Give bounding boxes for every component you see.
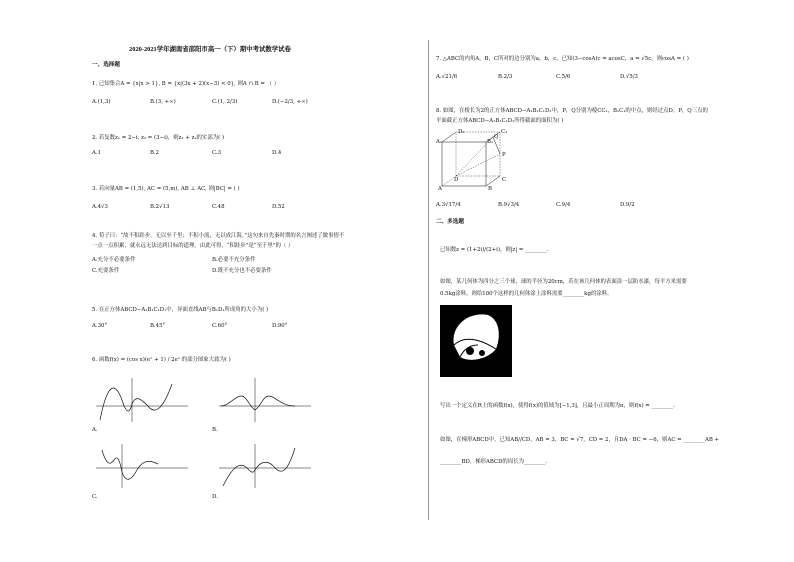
q1-stem: 1. 已知集合A = {x|x > 1}, B = {x|(3x + 2)(x−3) < 0}, 则A ∩ B = （ ） — [92, 81, 280, 87]
cube-label-q: Q — [494, 134, 499, 140]
three-quarter-sphere-image — [440, 305, 512, 377]
q2-option-a: A.1 — [92, 150, 102, 156]
q12-line2: ________BD，梯形ABCD的周长为________. — [440, 459, 548, 465]
section-multi-heading: 二、多选题 — [436, 219, 464, 225]
q9-stem: 已知数z = (1+2i)/(2+i)，则|z| = ________. — [440, 247, 549, 253]
q4-option-a: A.充分不必要条件 — [92, 257, 136, 263]
q7-option-c: C.5/6 — [556, 74, 571, 80]
q6-option-b: B. — [212, 427, 218, 433]
q7-option-d: D.√5/3 — [620, 74, 638, 80]
q7-stem: 7. △ABC的内角A，B，C所对的边分别为a，b，c，已知(3−cosA)c = acosC，a = √5c，则cosA = ( ) — [436, 56, 689, 62]
q5-option-b: B.45° — [150, 323, 166, 329]
q8-option-d: D.9/2 — [620, 202, 635, 208]
q7-option-b: B.2/3 — [498, 74, 513, 80]
q5-option-d: D.90° — [272, 323, 288, 329]
cube-label-a: A — [438, 186, 442, 192]
q8-option-b: B.9√3/4 — [498, 202, 520, 208]
q3-option-c: C.48 — [212, 204, 225, 210]
q4-line1: 4. 荀子曰：“故不积跬步，无以至千里；不积小流，无以成江海。”这句来自先秦时期的名言阐述了做事情不 — [92, 233, 345, 239]
column-divider — [428, 40, 429, 520]
q4-option-c: C.充要条件 — [92, 268, 120, 274]
q6-stem: 6. 函数f(x) = (cos x)(eˣ + 1) / 2eˣ 的部分图象大致为( ) — [92, 357, 231, 363]
cube-label-b: B — [488, 186, 492, 192]
q2-option-b: B.2 — [150, 150, 160, 156]
q5-option-a: A.30° — [92, 323, 108, 329]
q6-graph-b — [215, 374, 315, 424]
q1-option-b: B.(3, +∞) — [150, 99, 176, 105]
q1-option-d: D.(−2/3, +∞) — [272, 99, 308, 105]
q6-graph-d — [215, 440, 315, 490]
q6-option-a: A. — [92, 427, 98, 433]
q10-line1: 如图，某几何体为四分之三个球，球的半径为20cm，若在该几何体的表面涂一层防水漆，每平方米需要 — [440, 279, 687, 285]
q4-option-b: B.必要不充分条件 — [212, 257, 256, 263]
q8-line2: 平面截正方体ABCD−A₁B₁C₁D₁所得截面的面积为( ) — [436, 118, 564, 124]
q3-option-d: D.52 — [272, 204, 285, 210]
q10-line2: 0.5kg涂料，则给100个这样的几何体涂上涂料需要________kg的涂料。 — [440, 291, 613, 297]
q8-option-a: A.3√17/4 — [436, 202, 461, 208]
q4-option-d: D.既不充分也不必要条件 — [212, 268, 272, 274]
q8-option-c: C.9/4 — [556, 202, 571, 208]
q11-stem: 写出一个定义在R上的函数f(x)，使得f(x)的值域为[−1,3]，且最小正周期为π，则f(x) = ________. — [440, 403, 675, 409]
q3-option-a: A.4√3 — [92, 204, 108, 210]
q5-option-c: C.60° — [212, 323, 228, 329]
q5-stem: 5. 在正方体ABCD−A₁B₁C₁D₁中，异面直线AB与B₁D₁所成角的大小为( ) — [92, 307, 269, 313]
q1-option-a: A.(1,3) — [92, 99, 111, 105]
cube-label-c1: C₁ — [501, 129, 508, 135]
q12-line1: 如图，在梯形ABCD中，已知AB//CD，AB = 3，BC = √7，CD = 2，且DA · BC = −6，则AC = ________AB + — [440, 437, 720, 443]
cube-label-a1: A₁ — [436, 139, 443, 145]
q3-stem: 3. 若向量AB = (1,5), AC = (5,m), AB ⊥ AC, 则|BC| = ( ) — [92, 186, 240, 192]
cube-label-d: D — [454, 177, 459, 183]
q1-option-c: C.(1, 2/3) — [212, 99, 238, 105]
q2-option-c: C.3 — [212, 150, 222, 156]
cube-label-d1: D₁ — [458, 129, 465, 135]
q2-option-d: D.4 — [272, 150, 282, 156]
q6-option-c: C. — [92, 494, 98, 500]
q6-graph-a — [92, 374, 192, 424]
section-choice-heading: 一、选择题 — [92, 62, 120, 68]
q6-graph-c — [92, 440, 192, 490]
q4-line2: 一点一点积累，就永远无法达到目标的道理。由此可得，“积跬步”是“至千里”的（ ） — [92, 243, 294, 249]
q6-option-d: D. — [212, 494, 218, 500]
q8-line1: 8. 如图，在棱长为2的正方体ABCD−A₁B₁C₁D₁中，P，Q分别为棱CC₁，B₁C₁的中点，则经过点D，P，Q三点的 — [436, 108, 708, 114]
q3-option-b: B.2√13 — [150, 204, 170, 210]
q7-option-a: A.√21/6 — [436, 74, 458, 80]
page-title: 2020-2021学年湖南省邵阳市高一（下）期中考试数学试卷 — [129, 46, 291, 53]
cube-label-b1: B₁ — [487, 139, 494, 145]
cube-label-c: C — [502, 177, 507, 183]
cube-label-p: P — [502, 152, 506, 158]
q2-stem: 2. 若复数z₁ = 2−i, z₂ = (3−i)，则z₁ + z₂的实部为( ) — [92, 135, 225, 141]
